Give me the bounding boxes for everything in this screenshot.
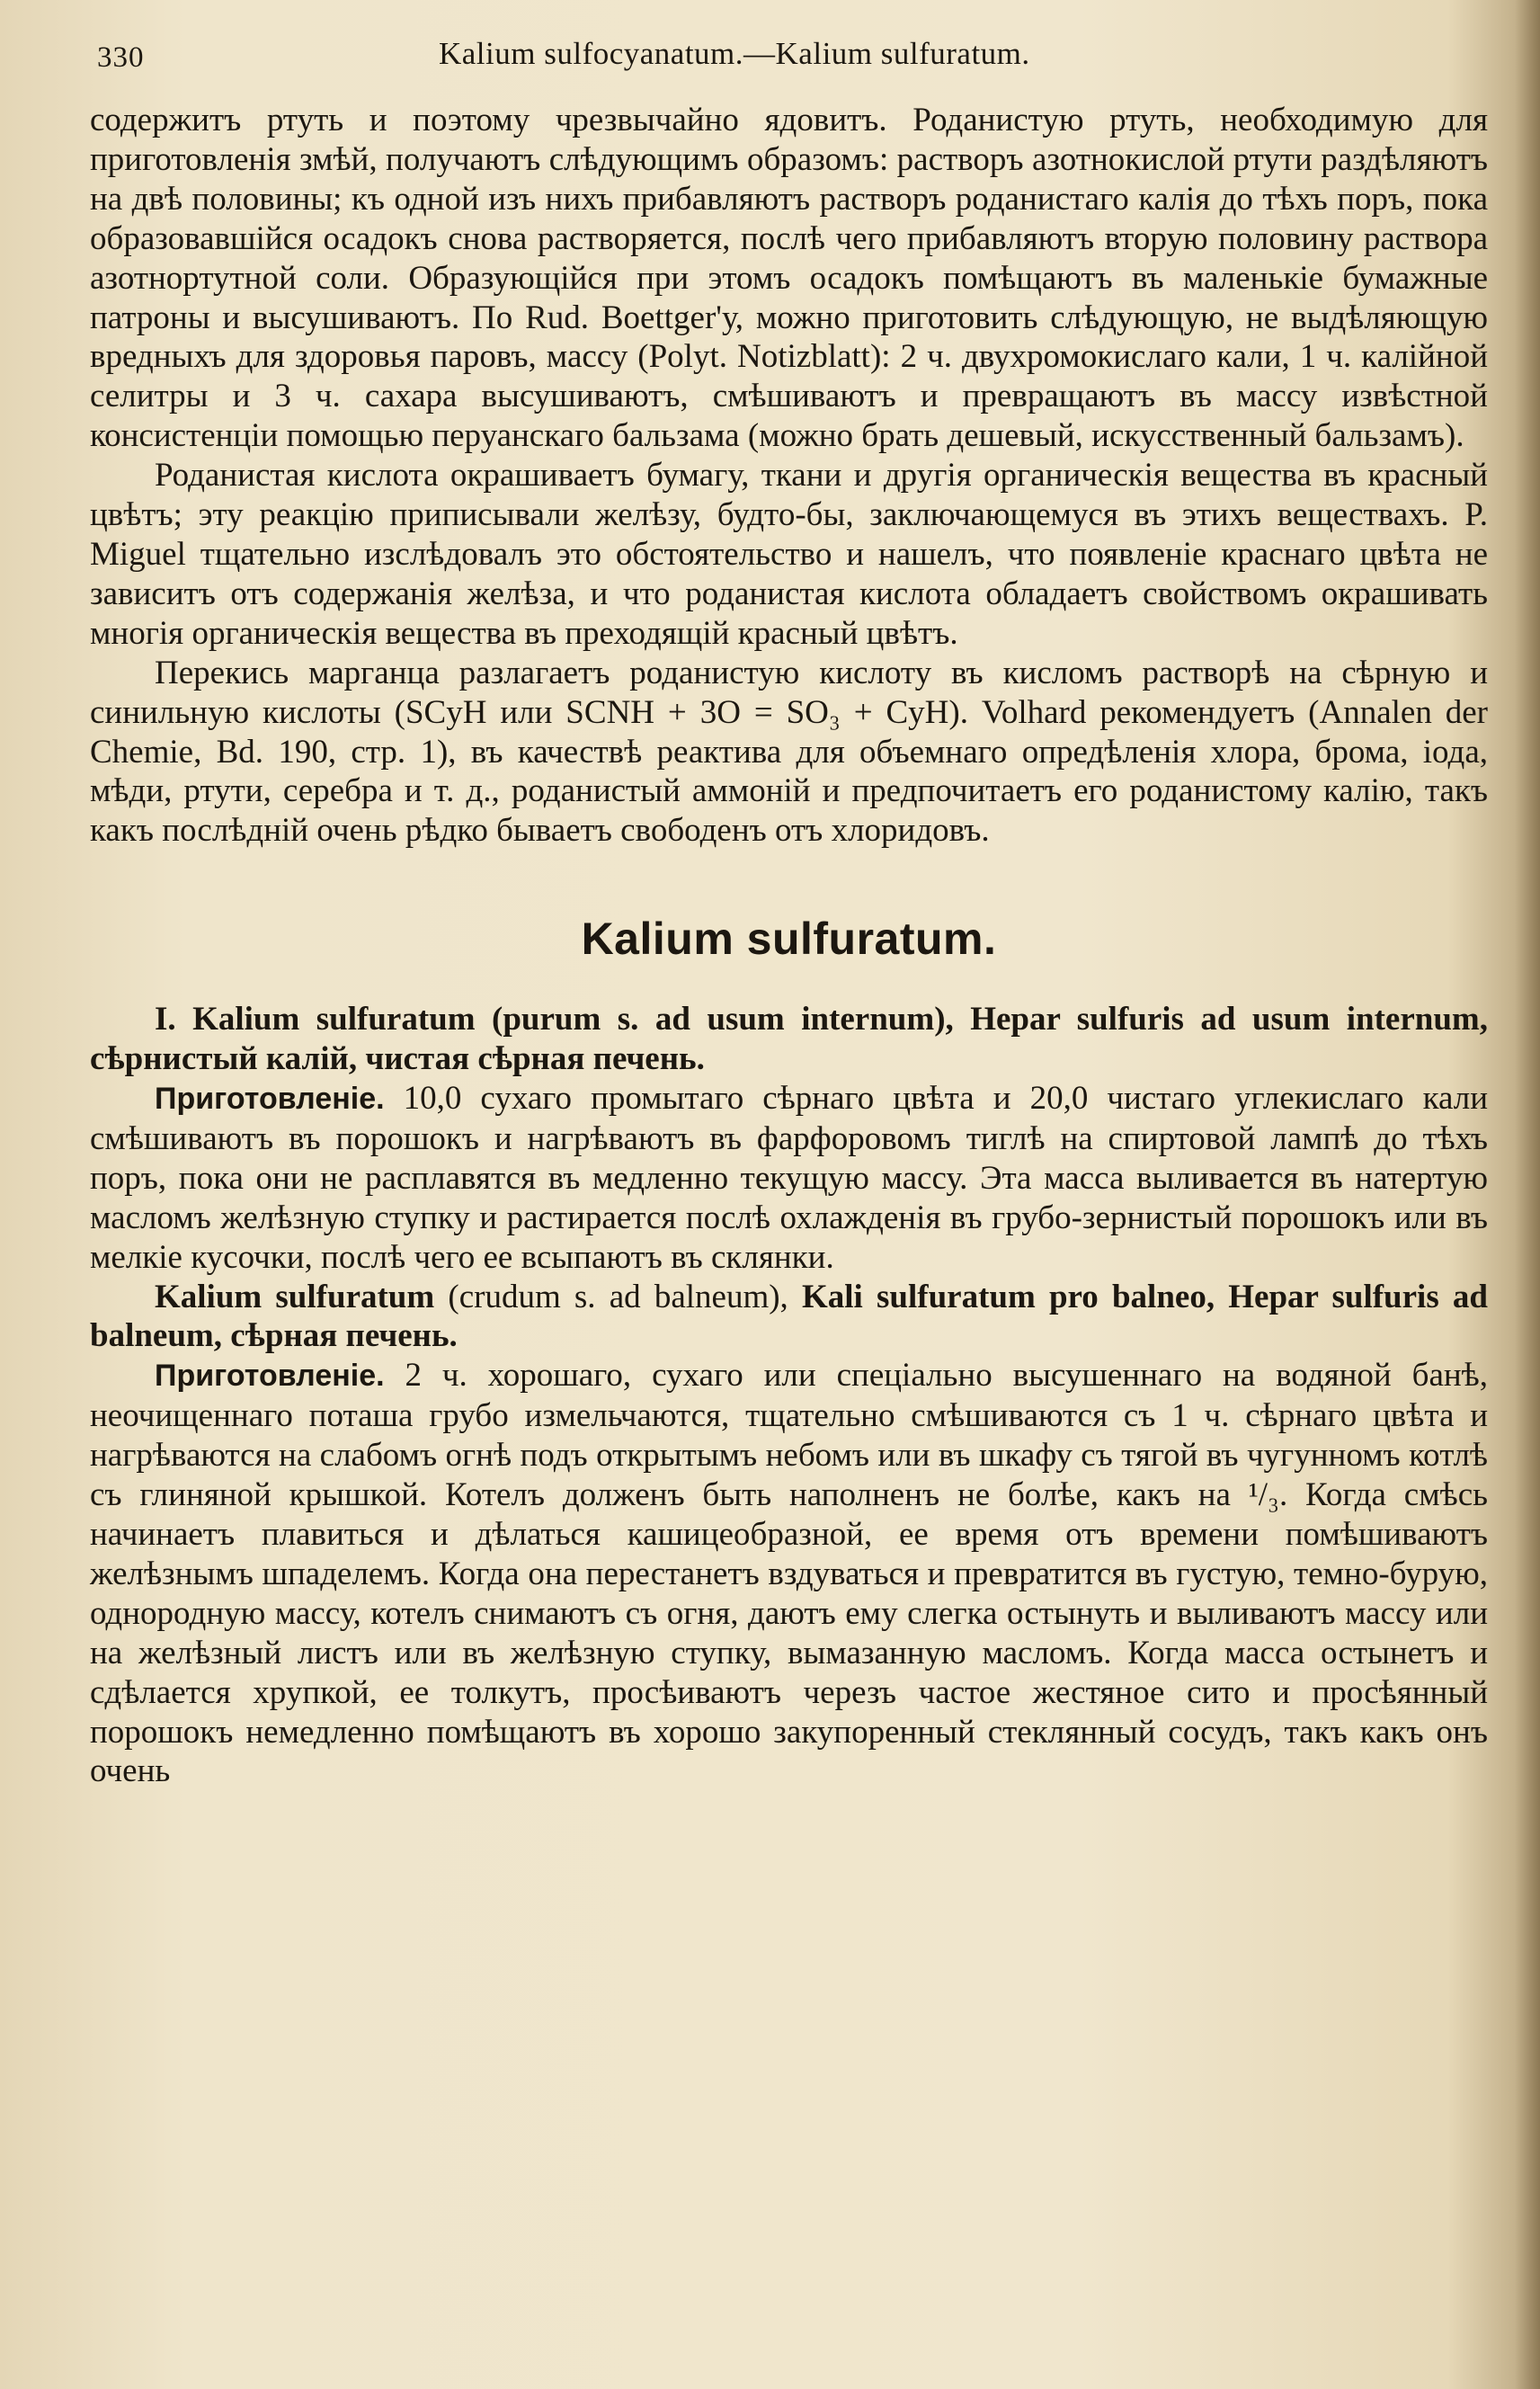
main-text	[90, 101, 1488, 1791]
entry-heading-name: Kalium sulfuratum	[155, 1278, 435, 1315]
preparation-text: 2 ч. хорошаго, сухаго или спеціально высушеннаго на водяной банѣ, неочищеннаго поташа грубо измельчаются, тщательно смѣшиваются съ 1 ч. сѣрнаго цвѣта и нагрѣваются на слабомъ огнѣ подъ открытымъ небомъ или въ шкафу съ тягой въ чугунномъ котлѣ съ глиняной крышкой. Котелъ долженъ быть наполненъ не болѣе, какъ на ¹/₃. Когда смѣсь начинаетъ плавиться и дѣлаться кашицеобразной, ее время отъ времени помѣшиваютъ желѣзнымъ шпаделемъ. Когда она перестанетъ вздуваться и превратится въ густую, темно-бурую, однородную массу, котелъ снимаютъ съ огня, даютъ ему слегка остынуть и выливаютъ массу или на желѣзный листъ или въ желѣзную ступку, вымазанную масломъ. Когда масса остынетъ и сдѣлается хрупкой, ее толкутъ, просѣиваютъ черезъ частое жестяное сито и просѣянный порошокъ немедленно помѣщаютъ въ хорошо закупоренный стеклянный сосудъ, такъ какъ онъ очень	[90, 1357, 1489, 1790]
section-heading: Kalium sulfuratum.	[581, 914, 997, 965]
paragraph-manganese-peroxide: Перекись марганца разлагаетъ роданистую кислоту въ кисломъ растворѣ на сѣрную и синильную кислоты (SCyH или SCNH + 3O = SO₃ + CyH). Volhard рекомендуетъ (Annalen der Chemie, Bd. 190, стр. 1), въ качествѣ реактива для объемнаго опредѣленія хлора, брома, іода, мѣди, ртути, серебра и т. д., роданистый аммоній и предпочитаетъ его роданистому калію, такъ какъ послѣдній очень рѣдко бываетъ свободенъ отъ хлоридовъ.	[90, 654, 1488, 850]
entry-heading-crude	[90, 1278, 1488, 1357]
entry-heading-synonyms: Kali sulfuratum pro balneo, Hepar sulfuris ad balneum, сѣрная печень.	[90, 1278, 1488, 1355]
entry-heading-qualifier: (crudum s. ad balneum),	[434, 1278, 802, 1315]
running-header	[97, 31, 1500, 85]
preparation-paragraph-crude	[90, 1356, 1488, 1791]
preparation-paragraph-pure	[90, 1079, 1488, 1278]
paragraph-rhodanic-acid: Роданистая кислота окрашиваетъ бумагу, ткани и другія органическія вещества въ красный цвѣтъ; эту реакцію приписывали желѣзу, будто-бы, заключающемуся въ этихъ веществахъ. P. Miguel тщательно изслѣдовалъ это обстоятельство и нашелъ, что появленіе краснаго цвѣта не зависитъ отъ содержанія желѣза, и что роданистая кислота обладаетъ свойствомъ окрашивать многія органическія вещества въ преходящій красный цвѣтъ.	[90, 457, 1488, 652]
entry-heading-pure: I. Kalium sulfuratum (purum s. ad usum internum), Hepar sulfuris ad usum internum, сѣрнистый калій, чистая сѣрная печень.	[90, 1001, 1488, 1078]
preparation-label: Приготовленіе.	[155, 1359, 385, 1394]
preparation-label: Приготовленіе.	[155, 1082, 385, 1117]
page-number: 330	[97, 41, 145, 74]
preparation-text: 10,0 сухаго промытаго сѣрнаго цвѣта и 20,0 чистаго углекислаго кали смѣшиваютъ въ порошокъ и нагрѣваютъ въ фарфоровомъ тиглѣ на спиртовой лампѣ до тѣхъ поръ, пока они не расплавятся въ медленно текущую массу. Эта масса выливается въ натертую масломъ желѣзную ступку и растирается послѣ охлажденія въ грубо-зернистый порошокъ или въ мелкіе кусочки, послѣ чего ее всыпаютъ въ склянки.	[90, 1080, 1489, 1276]
page-edge-shadow	[1515, 0, 1540, 2389]
running-title: Kalium sulfocyanatum.—Kalium sulfuratum.	[439, 36, 1030, 71]
paragraph-continued: содержитъ ртуть и поэтому чрезвычайно ядовитъ. Роданистую ртуть, необходимую для приготовленія змѣй, получаютъ слѣдующимъ образомъ: растворъ азотнокислой ртути раздѣляютъ на двѣ половины; къ одной изъ нихъ прибавляютъ растворъ роданистаго калія до тѣхъ поръ, пока образовавшійся осадокъ снова растворяется, послѣ чего прибавляютъ вторую половину раствора азотнортутной соли. Образующійся при этомъ осадокъ помѣщаютъ въ маленькіе бумажные патроны и высушиваютъ. По Rud. Boettger'у, можно приготовить слѣдующую, не выдѣляющую вредныхъ для здоровья паровъ, массу (Polyt. Notizblatt): 2 ч. двухромокислаго кали, 1 ч. калійной селитры и 3 ч. сахара высушиваютъ, смѣшиваютъ и превращаютъ въ массу извѣстной консистенціи помощью перуанскаго бальзама (можно брать дешевый, искусственный бальзамъ).	[90, 102, 1488, 455]
